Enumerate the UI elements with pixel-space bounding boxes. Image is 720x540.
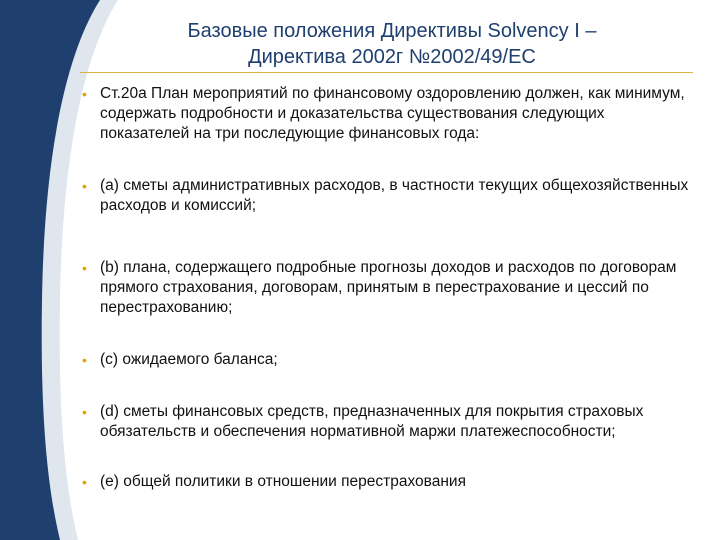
bullet-dot-icon: • (82, 404, 87, 420)
slide-title-line-1: Базовые положения Директивы Solvency I – (187, 20, 597, 42)
bullet-text: (e) общей политики в отношении перестрахования (100, 473, 466, 490)
bullet-item (80, 84, 692, 144)
bullet-dot-icon: • (82, 474, 87, 490)
bullet-dot-icon: • (82, 260, 87, 276)
bullet-text: Ст.20а План мероприятий по финансовому оздоровлению должен, как минимум, содержать подробности и доказательства существования следующих показателей на три последующие финансовых года: (100, 85, 685, 142)
bullet-list (80, 84, 692, 492)
slide-title-line-2: Директива 2002г №2002/49/ЕС (248, 46, 536, 68)
bullet-text: (d) сметы финансовых средств, предназначенных для покрытия страховых обязательств и обеспечения нормативной маржи платежеспособности; (100, 403, 644, 440)
bullet-text: (c) ожидаемого баланса; (100, 351, 278, 368)
bullet-item (80, 176, 692, 216)
bullet-item (80, 472, 692, 492)
slide-title (112, 18, 672, 70)
bullet-text: (a) сметы административных расходов, в частности текущих общехозяйственных расходов и комиссий; (100, 177, 689, 214)
bullet-text: (b) плана, содержащего подробные прогнозы доходов и расходов по договорам прямого страхования, договорам, принятым в перестрахование и цессий по перестрахованию; (100, 259, 677, 316)
bullet-dot-icon: • (82, 178, 87, 194)
bullet-item (80, 350, 692, 370)
bullet-dot-icon: • (82, 86, 87, 102)
bullet-item (80, 402, 692, 442)
bullet-dot-icon: • (82, 352, 87, 368)
title-divider (80, 72, 693, 73)
bullet-item (80, 258, 692, 318)
